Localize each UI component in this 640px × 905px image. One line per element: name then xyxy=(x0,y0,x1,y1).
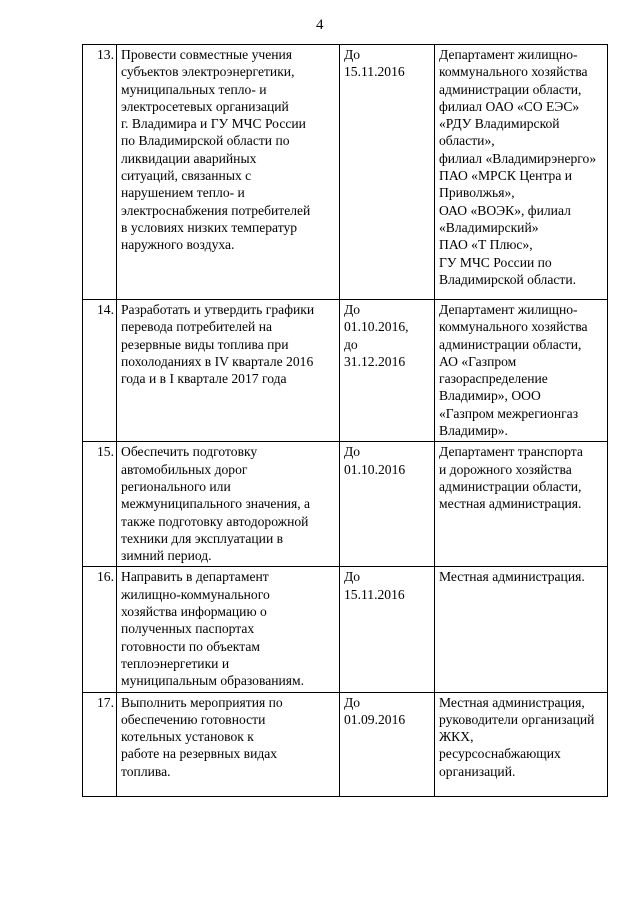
row-number: 17. xyxy=(83,692,117,796)
deadline-text: До 01.09.2016 xyxy=(340,692,435,796)
page-number: 4 xyxy=(316,17,324,33)
row-number: 13. xyxy=(83,45,117,300)
deadline-text: До 01.10.2016 xyxy=(340,442,435,567)
row-number: 16. xyxy=(83,567,117,692)
table-row xyxy=(83,442,608,567)
table-row xyxy=(83,45,608,300)
table-row xyxy=(83,300,608,442)
action-text: Направить в департамент жилищно-коммунального хозяйства информацию о полученных паспортах готовности по объектам теплоэнергетики и муниципальным образованиям. xyxy=(117,567,340,692)
action-text: Разработать и утвердить графики перевода потребителей на резервные виды топлива при похолоданиях в IV квартале 2016 года и в I квартале 2017 года xyxy=(117,300,340,442)
responsible-text: Местная администрация. xyxy=(435,567,608,692)
responsible-text: Департамент транспорта и дорожного хозяйства администрации области, местная администрация. xyxy=(435,442,608,567)
deadline-text: До 01.10.2016, до 31.12.2016 xyxy=(340,300,435,442)
action-text: Выполнить мероприятия по обеспечению готовности котельных установок к работе на резервных видах топлива. xyxy=(117,692,340,796)
responsible-text: Департамент жилищно- коммунального хозяйства администрации области, филиал ОАО «СО ЕЭС» «РДУ Владимирской области», филиал «Владимирэнерго» ПАО «МРСК Центра и Приволжья», ОАО «ВОЭК», филиал «Владимирский» ПАО «Т Плюс», ГУ МЧС России по Владимирской области. xyxy=(435,45,608,300)
table-row xyxy=(83,567,608,692)
row-number: 15. xyxy=(83,442,117,567)
row-number: 14. xyxy=(83,300,117,442)
action-text: Обеспечить подготовку автомобильных дорог регионального или межмуниципального значения, а также подготовку автодорожной техники для эксплуатации в зимний период. xyxy=(117,442,340,567)
responsible-text: Департамент жилищно- коммунального хозяйства администрации области, АО «Газпром газораспределение Владимир», ООО «Газпром межрегионгаз Владимир». xyxy=(435,300,608,442)
table-row xyxy=(83,692,608,796)
action-text: Провести совместные учения субъектов электроэнергетики, муниципальных тепло- и электросетевых организаций г. Владимира и ГУ МЧС России по Владимирской области по ликвидации аварийных ситуаций, связанных с нарушением тепло- и электроснабжения потребителей в условиях низких температур наружного воздуха. xyxy=(117,45,340,300)
responsible-text: Местная администрация, руководители организаций ЖКХ, ресурсоснабжающих организаций. xyxy=(435,692,608,796)
deadline-text: До 15.11.2016 xyxy=(340,45,435,300)
measures-table xyxy=(82,44,608,797)
deadline-text: До 15.11.2016 xyxy=(340,567,435,692)
